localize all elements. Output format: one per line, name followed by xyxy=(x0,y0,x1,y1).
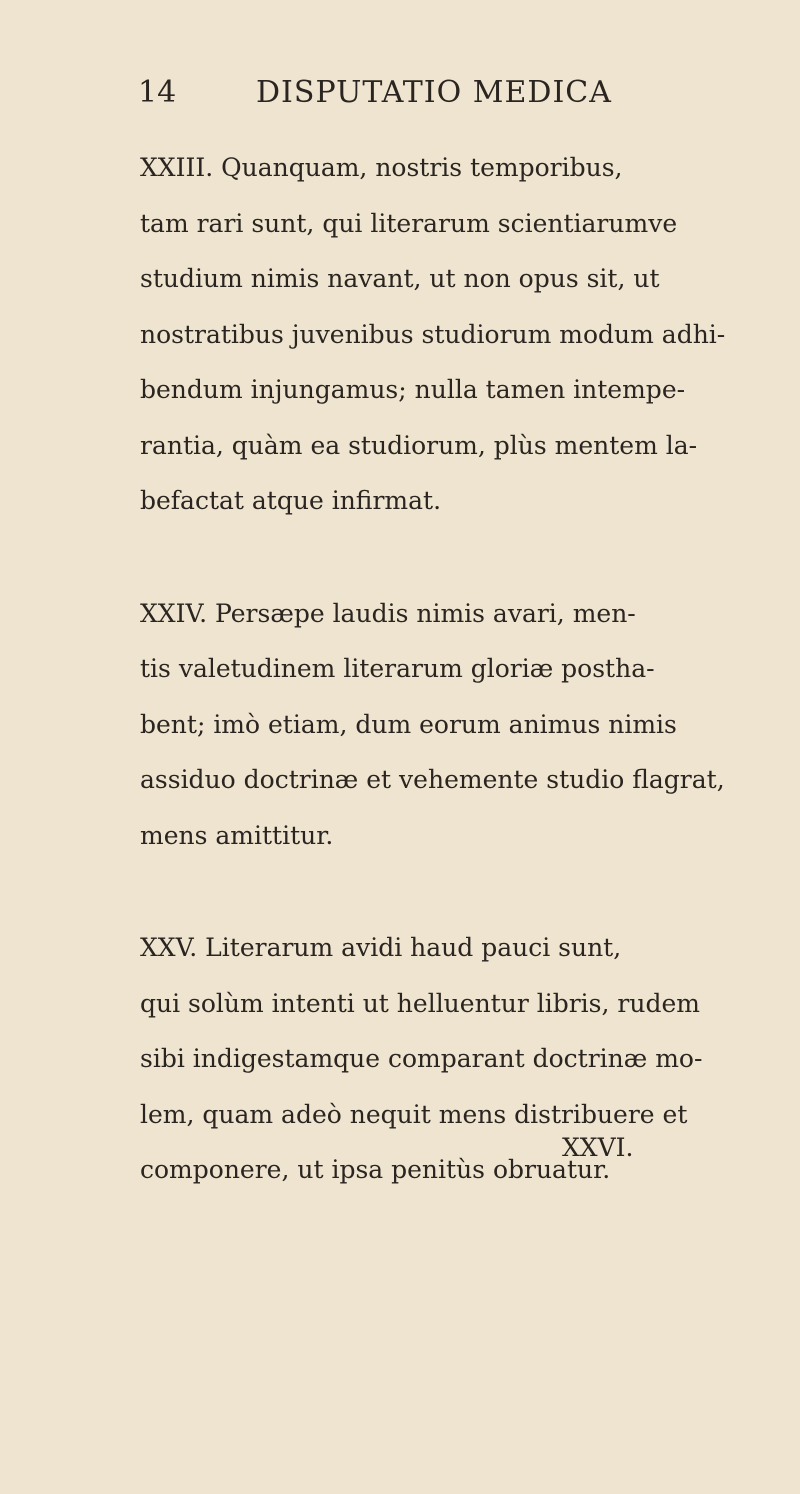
text-line: sibi indigestamque comparant doctrinæ mo- xyxy=(140,1044,703,1073)
catchword: XXVI. xyxy=(562,1133,634,1162)
text-line: befactat atque infirmat. xyxy=(140,486,442,515)
text-line: bent; imò etiam, dum eorum animus nimis xyxy=(140,709,677,739)
text-line: XXIV. Persæpe laudis nimis avari, men- xyxy=(140,598,636,628)
paragraph-gap xyxy=(140,529,620,586)
text-line: assiduo doctrinæ et vehemente studio flagrat, xyxy=(140,765,725,794)
text-line: tam rari sunt, qui literarum scientiarumve xyxy=(140,208,678,238)
text-line: XXV. Literarum avidi haud pauci sunt, xyxy=(140,933,622,962)
text-line: rantia, quàm ea studiorum, plùs mentem la- xyxy=(140,430,698,460)
running-title: DISPUTATIO MEDICA xyxy=(256,75,612,110)
page-header xyxy=(138,68,658,118)
text-line: mens amittitur. xyxy=(140,820,334,850)
text-line: qui solùm intenti ut helluentur libris, rudem xyxy=(140,988,700,1018)
body-text xyxy=(140,140,726,1198)
page-number: 14 xyxy=(138,75,177,110)
text-line: nostratibus juvenibus studiorum modum adhi- xyxy=(140,319,726,349)
text-line: tis valetudinem literarum gloriæ postha- xyxy=(140,654,655,683)
text-line: XXIII. Quanquam, nostris temporibus, xyxy=(140,153,623,182)
text-line: bendum injungamus; nulla tamen intempe- xyxy=(140,375,686,404)
paragraph-xxiii xyxy=(140,140,726,529)
paragraph-gap xyxy=(140,863,620,920)
paragraph-xxiv xyxy=(140,586,725,864)
text-line: studium nimis navant, ut non opus sit, ut xyxy=(140,264,660,293)
text-line: lem, quam adeò nequit mens distribuere et xyxy=(140,1099,688,1129)
paragraph-xxv xyxy=(140,920,703,1198)
text-line: componere, ut ipsa penitùs obruatur. xyxy=(140,1155,611,1184)
